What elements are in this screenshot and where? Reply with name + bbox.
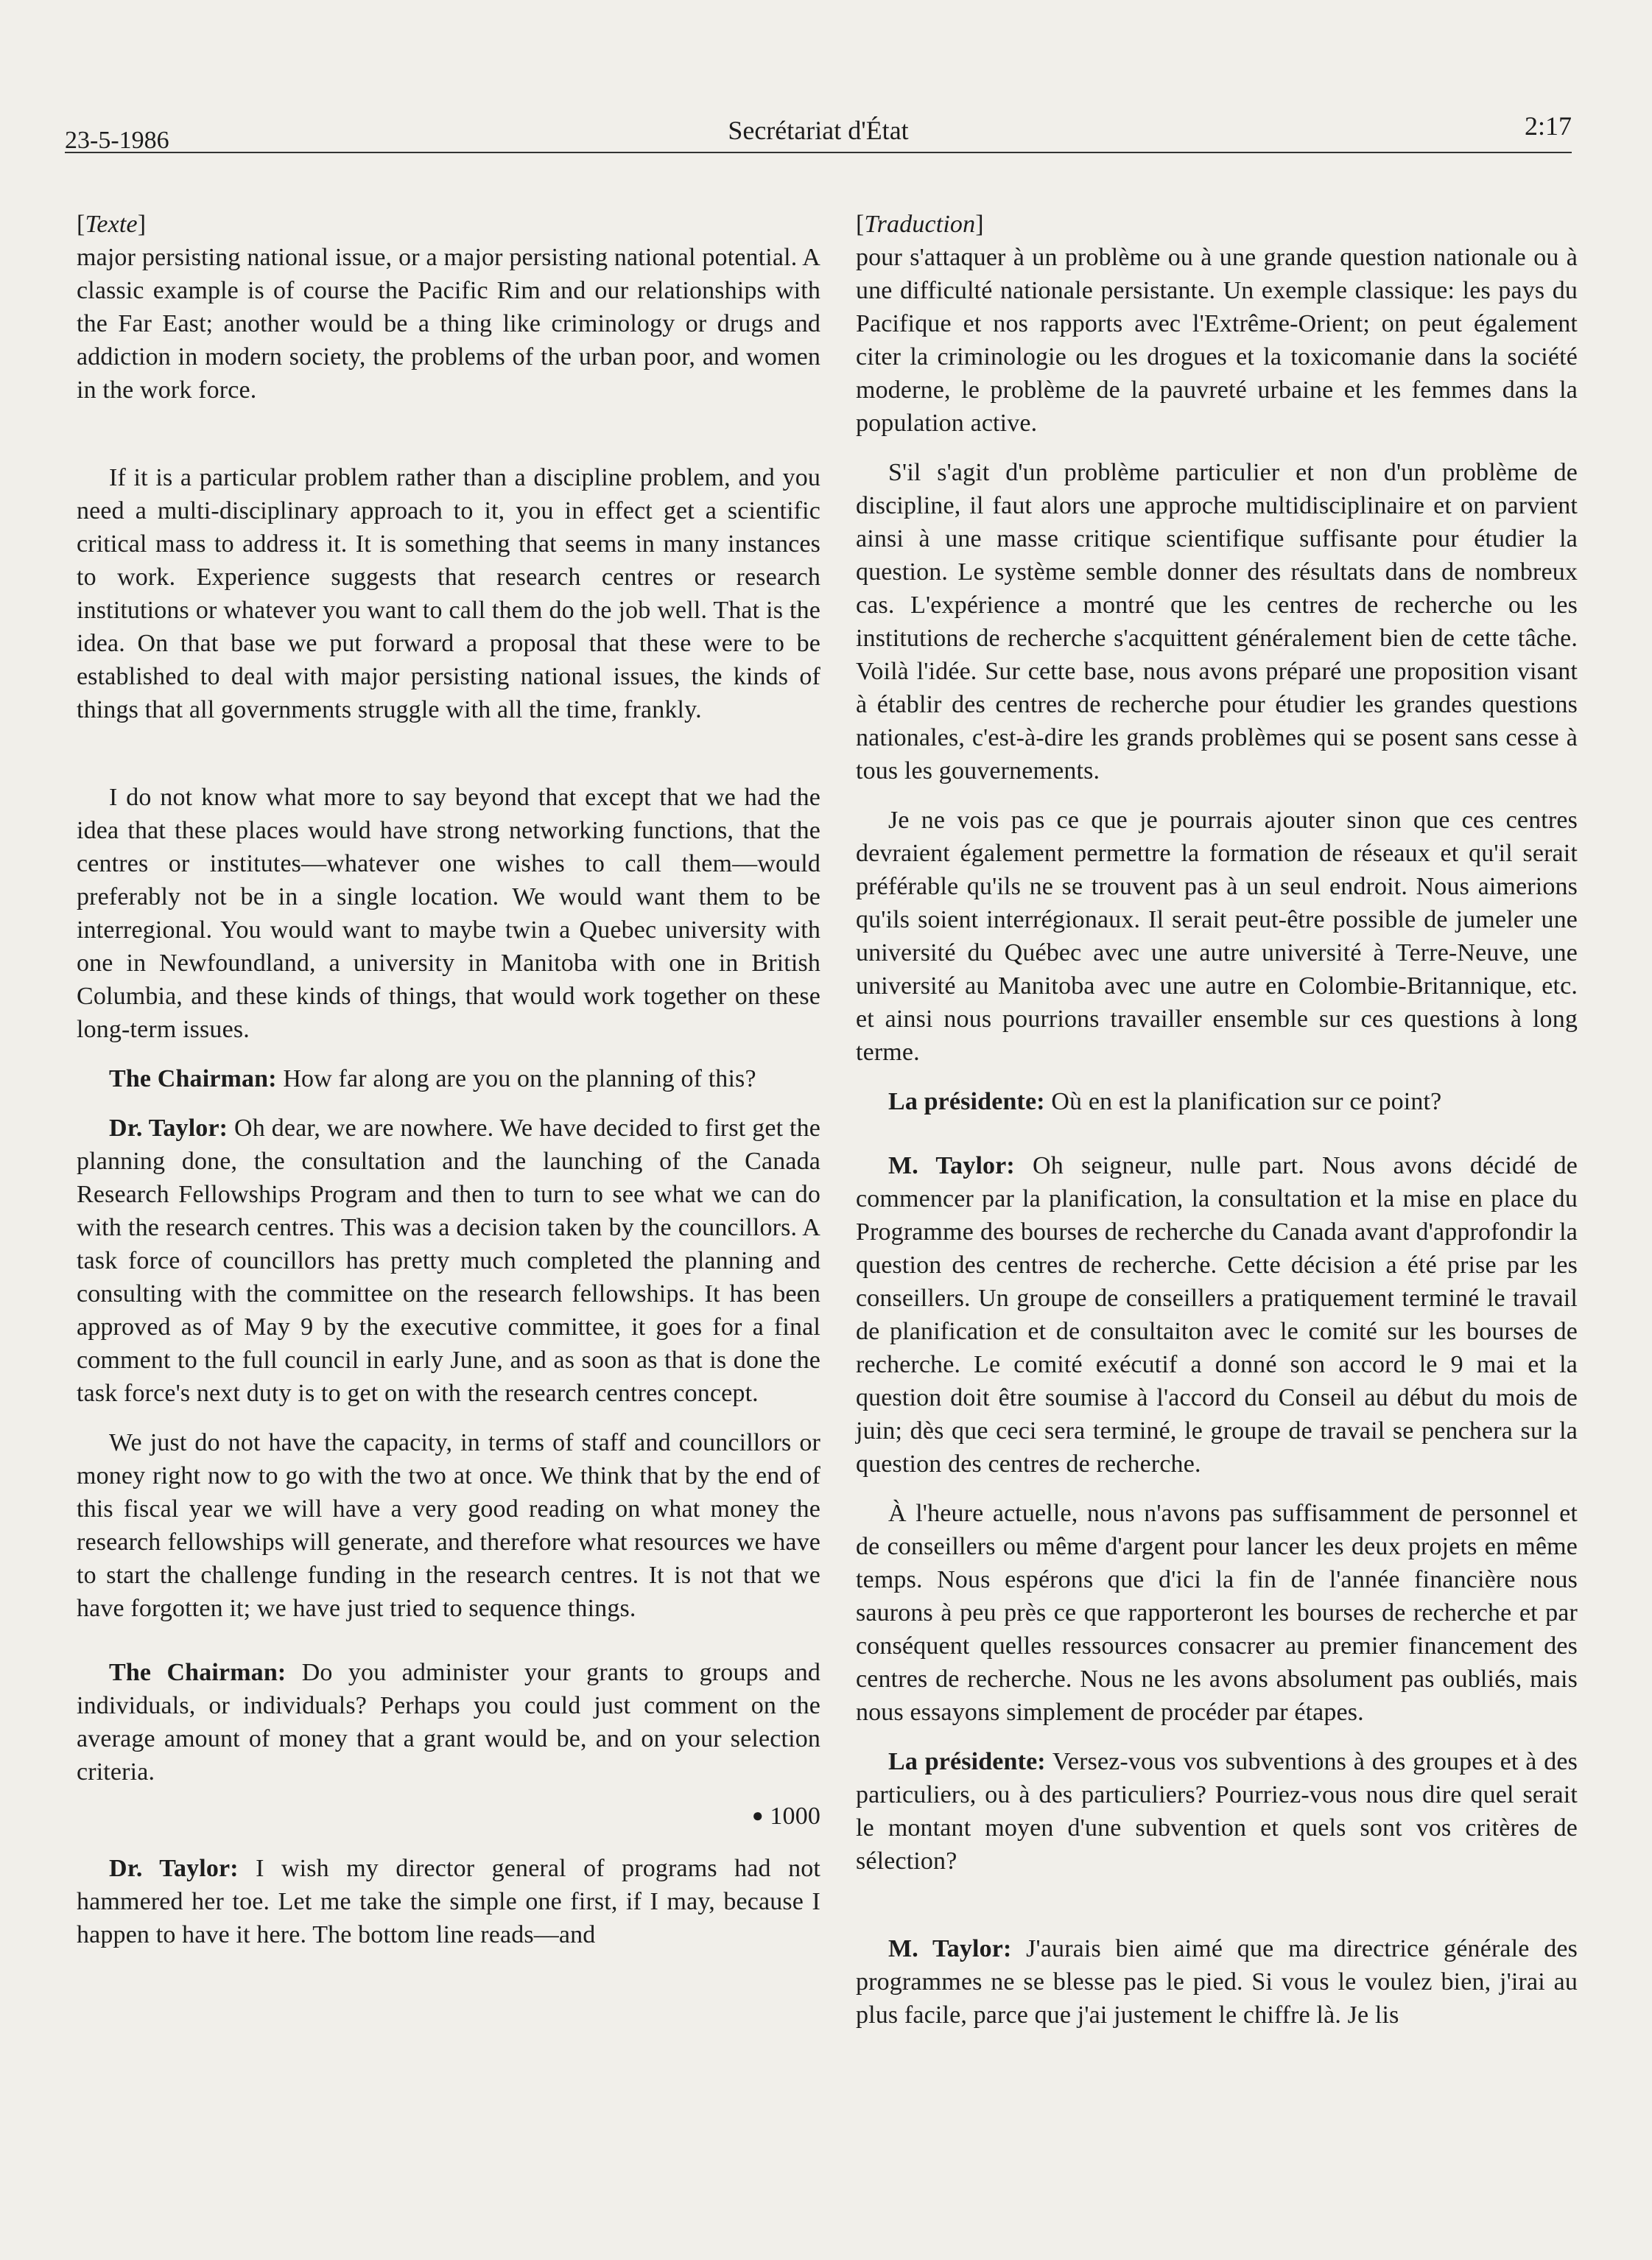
bullet-icon: ● [751, 1805, 764, 1826]
section-tag: [Texte] [77, 211, 147, 238]
paragraph: pour s'attaquer à un problème ou à une grande question nationale ou à une difficulté nationale persistante. Un exemple classique: les pays du Pacifique et nos rapports avec l'Extrême-Orient; on peut également citer la criminologie ou les drogues et la toxicomanie dans la société moderne, le problème de la pauvreté urbaine et les femmes dans la population active. [856, 244, 1578, 437]
speaker-name: M. Taylor: [888, 1152, 1015, 1179]
time-marker: ● 1000 [751, 1803, 820, 1830]
paragraph: If it is a particular problem rather than a discipline problem, and you need a multi-disciplinary approach to it, you in effect get a scientific critical mass to address it. It is something that seems in many instances to work. Experience suggests that research centres or research institutions or whatever you want to call them do the job well. That is the idea. On that base we put forward a proposal that these were to be established to deal with major persisting national issues, the kinds of things that all governments struggle with all the time, frankly. [77, 464, 820, 723]
speech-paragraph: M. Taylor: J'aurais bien aimé que ma directrice générale des programmes ne se blesse pas le pied. Si vous le voulez bien, j'irai au plus facile, parce que j'ai justement le chiffre là. Je lis [856, 1935, 1578, 2029]
speech-paragraph: La présidente: Versez-vous vos subventions à des groupes et à des particuliers, ou à des particuliers? Pourriez-vous nous dire quel serait le montant moyen d'une subvention et quels sont vos critères de sélection? [856, 1748, 1578, 1875]
paragraph: Je ne vois pas ce que je pourrais ajouter sinon que ces centres devraient également permettre la formation de réseaux et qu'il serait préférable qu'ils ne se trouvent pas à un seul endroit. Nous aimerions qu'ils soient interrégionaux. Il serait peut-être possible de jumeler une université du Québec avec une autre université à Terre-Neuve, une université au Manitoba avec une autre en Colombie-Britannique, etc. et ainsi nous pourrions travailler ensemble sur ces questions à long terme. [856, 807, 1578, 1066]
speech-paragraph: The Chairman: How far along are you on the planning of this? [109, 1065, 756, 1092]
speaker-name: The Chairman: [109, 1659, 287, 1686]
speech-paragraph: M. Taylor: Oh seigneur, nulle part. Nous avons décidé de commencer par la planification, la consultation et la mise en place du Programme des bourses de recherche du Canada avant d'approfondir la question des centres de recherche. Cette décision a été prise par les conseillers. Un groupe de conseillers a pratiquement terminé le travail de planification et de consultaiton avec le comité sur les bourses de recherche. Le comité exécutif a donné son accord le 9 mai et la question doit être soumise à l'accord du Conseil au début du mois de juin; dès que ceci sera terminé, le groupe de travail se penchera sur la question des centres de recherche. [856, 1152, 1578, 1478]
speech-paragraph: The Chairman: Do you administer your grants to groups and individuals, or individuals? Perhaps you could just comment on the average amount of money that a grant would be, and on your selection criteria. [77, 1659, 820, 1786]
french-column [856, 208, 1578, 2032]
paragraph: À l'heure actuelle, nous n'avons pas suffisamment de personnel et de conseillers ou même d'argent pour lancer les deux projets en même temps. Nous espérons que d'ici la fin de l'année financière nous saurons à peu près ce que rapporteront les bourses de recherche et par conséquent quelles ressources consacrer au premier financement des centres de recherche. Nous ne les avons absolument pas oubliés, mais nous essayons simplement de procéder par étapes. [856, 1500, 1578, 1726]
page-header [65, 110, 1572, 153]
speaker-name: Dr. Taylor: [109, 1855, 239, 1882]
english-column [77, 208, 820, 1951]
speaker-name: La présidente: [888, 1088, 1045, 1115]
header-date: 23-5-1986 [65, 127, 169, 154]
paragraph: S'il s'agit d'un problème particulier et non d'un problème de discipline, il faut alors une approche multidisciplinaire et on parvient ainsi à une masse critique scientifique suffisante pour étudier la question. Le système semble donner des résultats dans de nombreux cas. L'expérience a montré que les centres de recherche ou les institutions de recherche s'acquittent généralement bien de cette tâche. Voilà l'idée. Sur cette base, nous avons préparé une proposition visant à établir des centres de recherche pour étudier les grandes questions nationales, c'est-à-dire les grands problèmes qui se posent sans cesse à tous les gouvernements. [856, 459, 1578, 785]
header-title: Secrétariat d'État [728, 116, 909, 145]
speech-paragraph: La présidente: Où en est la planification sur ce point? [888, 1088, 1442, 1115]
speaker-name: Dr. Taylor: [109, 1115, 228, 1142]
paragraph: We just do not have the capacity, in terms of staff and councillors or money right now to go with the two at once. We think that by the end of this fiscal year we will have a very good reading on what money the research fellowships will generate, and therefore what resources we have to start the challenge funding in the research centres. It is not that we have forgotten it; we have just tried to sequence things. [77, 1429, 820, 1622]
paragraph: major persisting national issue, or a major persisting national potential. A classic example is of course the Pacific Rim and our relationships with the Far East; another would be a thing like criminology or drugs and addiction in modern society, the problems of the urban poor, and women in the work force. [77, 244, 820, 404]
section-tag: [Traduction] [856, 211, 984, 238]
speech-paragraph: Dr. Taylor: Oh dear, we are nowhere. We have decided to first get the planning done, the consultation and the launching of the Canada Research Fellowships Program and then to turn to see what we can do with the research centres. This was a decision taken by the councillors. A task force of councillors has pretty much completed the planning and consulting with the committee on the research fellowships. It has been approved as of May 9 by the executive committee, it goes for a final comment to the full council in early June, and as soon as that is done the task force's next duty is to get on with the research centres concept. [77, 1115, 821, 1407]
paragraph: I do not know what more to say beyond that except that we had the idea that these places would have strong networking functions, that the centres or institutes—whatever one wishes to call them—would preferably not be in a single location. We would want them to be interregional. You would want to maybe twin a Quebec university with one in Newfoundland, a university in Manitoba with one in British Columbia, and these kinds of things, that would work together on these long-term issues. [77, 784, 820, 1043]
speaker-name: La présidente: [888, 1748, 1046, 1775]
speech-paragraph: Dr. Taylor: I wish my director general of programs had not hammered her toe. Let me take the simple one first, if I may, because I happen to have it here. The bottom line reads—and [77, 1855, 820, 1948]
speaker-name: M. Taylor: [888, 1935, 1012, 1962]
speaker-name: The Chairman: [109, 1065, 277, 1092]
header-page-number: 2:17 [1524, 111, 1572, 141]
